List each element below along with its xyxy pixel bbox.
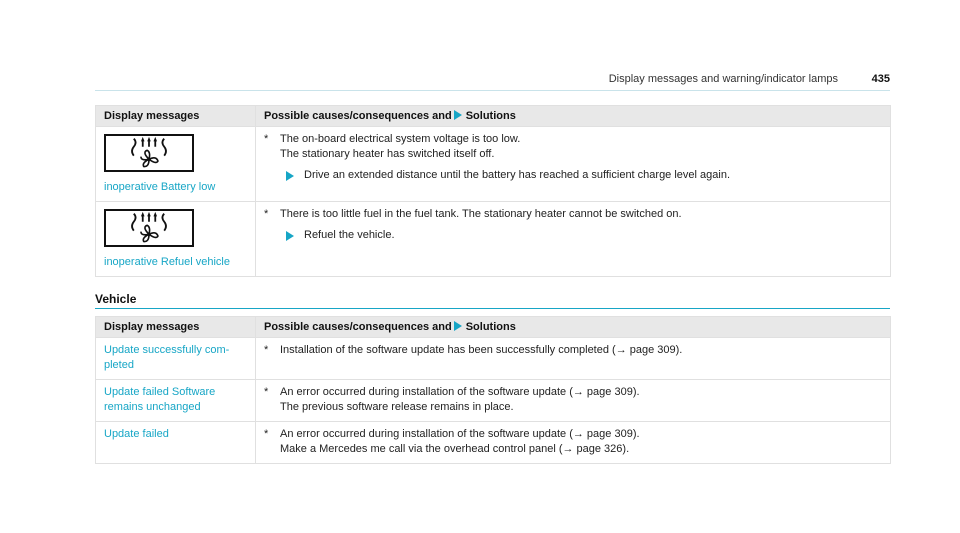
solution-arrow-icon bbox=[286, 171, 294, 181]
table-row bbox=[96, 338, 891, 380]
column-header-solutions-label: Solutions bbox=[465, 110, 516, 122]
cause-cell bbox=[256, 380, 891, 422]
table-header-row bbox=[96, 106, 891, 127]
page-number: 435 bbox=[871, 73, 890, 85]
message-cell bbox=[96, 127, 256, 202]
cause-text-1: The on-board electrical system voltage is too low. bbox=[280, 133, 521, 145]
heater-messages-table bbox=[95, 105, 891, 277]
cause-cell bbox=[256, 202, 891, 277]
header-title: Display messages and warning/indicator lamps bbox=[608, 73, 838, 85]
message-text-2: remains unchanged bbox=[104, 401, 201, 413]
stationary-heater-icon bbox=[104, 134, 194, 172]
cause-text-1: An error occurred during installation of the software update (→ page 309). bbox=[280, 386, 640, 398]
message-text-2: pleted bbox=[104, 359, 134, 371]
stationary-heater-icon bbox=[104, 209, 194, 247]
column-header-solutions-label: Solutions bbox=[465, 321, 516, 333]
column-header-messages: Display messages bbox=[96, 317, 256, 338]
message-text-1: Update failed Software bbox=[104, 386, 216, 398]
solution-text: Refuel the vehicle. bbox=[304, 229, 395, 241]
vehicle-messages-table bbox=[95, 316, 891, 464]
cause-text-2: Make a Mercedes me call via the overhead control panel (→ page 326). bbox=[280, 443, 630, 455]
column-header-messages: Display messages bbox=[96, 106, 256, 127]
table-header-row bbox=[96, 317, 891, 338]
table-row bbox=[96, 380, 891, 422]
cause-text-2: The previous software release remains in place. bbox=[280, 401, 514, 413]
solution-arrow-icon bbox=[454, 110, 462, 120]
solution-arrow-icon bbox=[286, 231, 294, 241]
section-title: Vehicle bbox=[95, 292, 890, 309]
message-text-1: Update successfully com- bbox=[104, 344, 230, 356]
table-row bbox=[96, 127, 891, 202]
message-cell bbox=[96, 422, 256, 464]
message-cell bbox=[96, 202, 256, 277]
cause-text-1: Installation of the software update has been successfully completed (→ page 309). bbox=[280, 344, 683, 356]
cause-cell bbox=[256, 338, 891, 380]
cause-bullet: * bbox=[264, 386, 269, 398]
cause-cell bbox=[256, 422, 891, 464]
cause-bullet: * bbox=[264, 208, 269, 220]
solution-text: Drive an extended distance until the battery has reached a sufficient charge level again. bbox=[304, 169, 731, 181]
cause-item bbox=[264, 207, 882, 222]
cause-bullet: * bbox=[264, 428, 269, 440]
column-header-causes-label: Possible causes/consequences and bbox=[264, 110, 452, 122]
column-header-causes bbox=[256, 106, 891, 127]
cause-item bbox=[264, 427, 882, 457]
message-cell bbox=[96, 380, 256, 422]
message-text-1: Update failed bbox=[104, 428, 169, 440]
message-text: inoperative Refuel vehicle bbox=[104, 256, 230, 268]
table-row bbox=[96, 202, 891, 277]
column-header-causes-label: Possible causes/consequences and bbox=[264, 321, 452, 333]
cause-text-2: The stationary heater has switched itself off. bbox=[280, 148, 495, 160]
solution-item bbox=[264, 168, 882, 183]
cause-bullet: * bbox=[264, 133, 269, 145]
message-text: inoperative Battery low bbox=[104, 181, 216, 193]
cause-cell bbox=[256, 127, 891, 202]
table-row bbox=[96, 422, 891, 464]
cause-text-1: An error occurred during installation of the software update (→ page 309). bbox=[280, 428, 640, 440]
page-header bbox=[95, 73, 890, 91]
solution-item bbox=[264, 228, 882, 243]
cause-item bbox=[264, 132, 882, 162]
cause-bullet: * bbox=[264, 344, 269, 356]
cause-item bbox=[264, 385, 882, 415]
message-cell bbox=[96, 338, 256, 380]
solution-arrow-icon bbox=[454, 321, 462, 331]
column-header-causes bbox=[256, 317, 891, 338]
cause-text-1: There is too little fuel in the fuel tank. The stationary heater cannot be switched on. bbox=[280, 208, 682, 220]
cause-item bbox=[264, 343, 882, 358]
